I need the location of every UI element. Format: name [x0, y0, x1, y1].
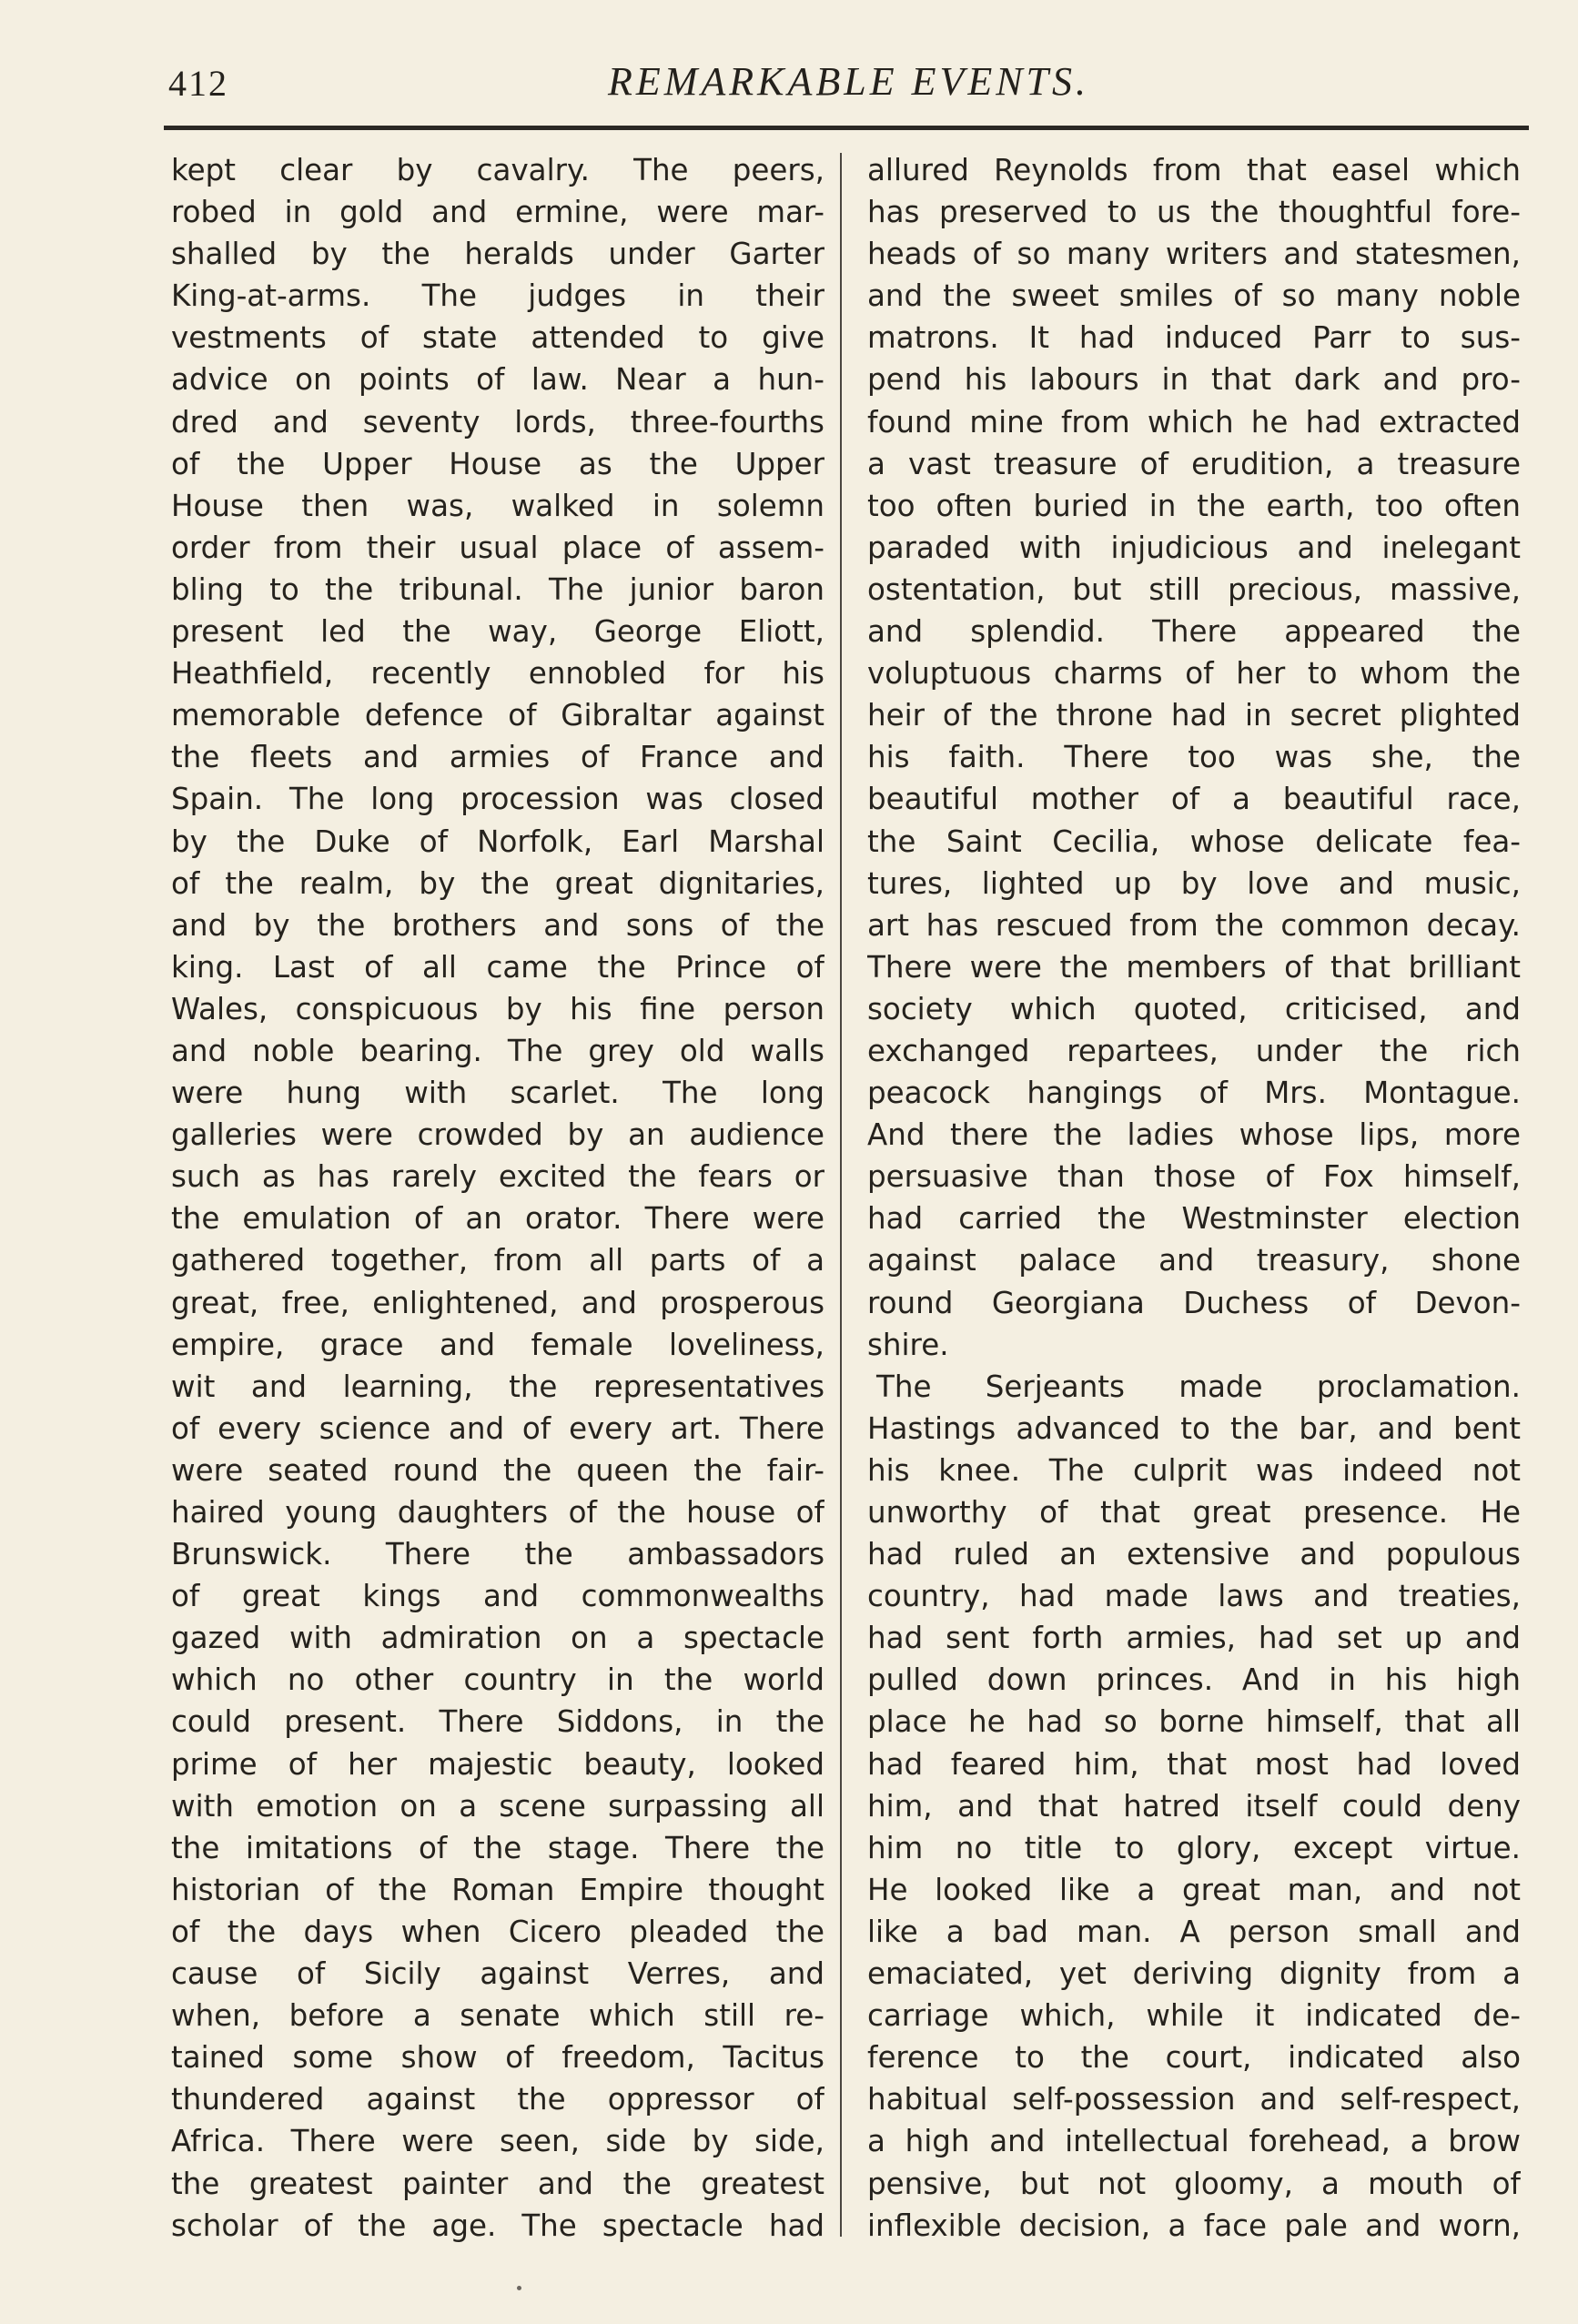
text-line: of the days when Cicero pleaded the: [171, 1914, 824, 1949]
text-line: haired young daughters of the house of: [171, 1495, 824, 1530]
text-line: King-at-arms. The judges in their: [171, 278, 824, 314]
text-line: round Georgiana Duchess of Devon-: [867, 1285, 1521, 1320]
text-line: heir of the throne had in secret plighted: [867, 698, 1521, 733]
text-line: country, had made laws and treaties,: [867, 1579, 1521, 1614]
page-number: 412: [168, 63, 228, 104]
text-line: historian of the Roman Empire thought: [171, 1872, 824, 1907]
text-line: present led the way, George Eliott,: [171, 614, 824, 650]
text-line: had ruled an extensive and populous: [867, 1537, 1521, 1572]
text-line: inflexible decision, a face pale and worn,: [867, 2208, 1521, 2243]
text-line: The Serjeants made proclamation.: [876, 1369, 1521, 1404]
text-line: vestments of state attended to give: [171, 320, 824, 356]
text-line: beautiful mother of a beautiful race,: [867, 782, 1521, 817]
text-line: him no title to glory, except virtue.: [867, 1830, 1521, 1865]
text-line: the imitations of the stage. There the: [171, 1830, 824, 1865]
text-line: with emotion on a scene surpassing all: [171, 1788, 824, 1824]
header-rule: [164, 126, 1529, 130]
text-line: habitual self-possession and self-respect,: [867, 2082, 1521, 2117]
text-line: too often buried in the earth, too often: [867, 488, 1521, 523]
text-line: voluptuous charms of her to whom the: [867, 656, 1521, 692]
text-line: tures, lighted up by love and music,: [867, 865, 1521, 901]
text-line: great, free, enlightened, and prosperous: [171, 1285, 824, 1320]
text-line: He looked like a great man, and not: [867, 1872, 1521, 1907]
text-line: of the Upper House as the Upper: [171, 446, 824, 481]
text-line: House then was, walked in solemn: [171, 488, 824, 523]
text-line: gathered together, from all parts of a: [171, 1243, 824, 1278]
text-line: and splendid. There appeared the: [867, 614, 1521, 650]
text-line: Hastings advanced to the bar, and bent: [867, 1410, 1521, 1446]
text-line: cause of Sicily against Verres, and: [171, 1956, 824, 1992]
text-line: a high and intellectual forehead, a brow: [867, 2124, 1521, 2159]
text-line: paraded with injudicious and inelegant: [867, 530, 1521, 565]
text-line: galleries were crowded by an audience: [171, 1117, 824, 1153]
text-line: of every science and of every art. There: [171, 1410, 824, 1446]
text-line: thundered against the oppressor of: [171, 2082, 824, 2117]
text-line: like a bad man. A person small and: [867, 1914, 1521, 1949]
column-divider: [840, 153, 842, 2237]
text-line: by the Duke of Norfolk, Earl Marshal: [171, 824, 824, 859]
text-line: robed in gold and ermine, were mar-: [171, 195, 824, 230]
text-line: advice on points of law. Near a hun-: [171, 362, 824, 398]
right-column: [867, 149, 1521, 2247]
text-line: were hung with scarlet. The long: [171, 1076, 824, 1111]
text-line: wit and learning, the representatives: [171, 1369, 824, 1404]
text-line: art has rescued from the common decay.: [867, 907, 1521, 943]
text-line: place he had so borne himself, that all: [867, 1704, 1521, 1740]
text-line: the Saint Cecilia, whose delicate fea-: [867, 824, 1521, 859]
text-line: Spain. The long procession was closed: [171, 782, 824, 817]
text-line: prime of her majestic beauty, looked: [171, 1746, 824, 1782]
text-line: gazed with admiration on a spectacle: [171, 1621, 824, 1656]
text-line: his knee. The culprit was indeed not: [867, 1452, 1521, 1488]
text-line: bling to the tribunal. The junior baron: [171, 571, 824, 607]
text-line: and by the brothers and sons of the: [171, 907, 824, 943]
text-line: had carried the Westminster election: [867, 1201, 1521, 1237]
text-line: and noble bearing. The grey old walls: [171, 1033, 824, 1068]
text-line: pulled down princes. And in his high: [867, 1662, 1521, 1698]
text-line: exchanged repartees, under the rich: [867, 1033, 1521, 1068]
left-column: [171, 149, 824, 2247]
text-line: which no other country in the world: [171, 1662, 824, 1698]
text-line: shalled by the heralds under Garter: [171, 237, 824, 272]
text-line: Heathfield, recently ennobled for his: [171, 656, 824, 692]
text-line: such as has rarely excited the fears or: [171, 1159, 824, 1195]
text-line: There were the members of that brilliant: [867, 949, 1521, 985]
text-line: kept clear by cavalry. The peers,: [171, 153, 824, 187]
text-line: society which quoted, criticised, and: [867, 991, 1521, 1026]
text-line: peacock hangings of Mrs. Montague.: [867, 1076, 1521, 1111]
text-line: allured Reynolds from that easel which: [867, 153, 1521, 187]
text-line: when, before a senate which still re-: [171, 1998, 824, 2034]
footer-mark: [517, 2286, 521, 2290]
text-line: carriage which, while it indicated de-: [867, 1998, 1521, 2034]
running-title: REMARKABLE EVENTS.: [607, 59, 1090, 104]
text-line: the emulation of an orator. There were: [171, 1201, 824, 1237]
text-line: pend his labours in that dark and pro-: [867, 362, 1521, 398]
text-line: a vast treasure of erudition, a treasure: [867, 446, 1521, 481]
text-line: could present. There Siddons, in the: [171, 1704, 824, 1740]
text-line: tained some show of freedom, Tacitus: [171, 2040, 824, 2076]
text-line: him, and that hatred itself could deny: [867, 1788, 1521, 1824]
text-line: king. Last of all came the Prince of: [171, 949, 824, 985]
text-line: were seated round the queen the fair-: [171, 1452, 824, 1488]
text-line: dred and seventy lords, three-fourths: [171, 404, 824, 440]
text-line: emaciated, yet deriving dignity from a: [867, 1956, 1521, 1992]
text-line: had sent forth armies, had set up and: [867, 1621, 1521, 1656]
text-line: the greatest painter and the greatest: [171, 2166, 824, 2201]
text-line: Africa. There were seen, side by side,: [171, 2124, 824, 2159]
text-line: pensive, but not gloomy, a mouth of: [867, 2166, 1521, 2201]
text-line: matrons. It had induced Parr to sus-: [867, 320, 1521, 356]
text-line: Brunswick. There the ambassadors: [171, 1537, 824, 1572]
text-line: against palace and treasury, shone: [867, 1243, 1521, 1278]
text-line: had feared him, that most had loved: [867, 1746, 1521, 1782]
text-line: And there the ladies whose lips, more: [867, 1117, 1521, 1153]
text-line: order from their usual place of assem-: [171, 530, 824, 565]
text-line: found mine from which he had extracted: [867, 404, 1521, 440]
text-line: the fleets and armies of France and: [171, 740, 824, 775]
text-line: memorable defence of Gibraltar against: [171, 698, 824, 733]
page-header: [168, 55, 1529, 118]
text-line: of great kings and commonwealths: [171, 1579, 824, 1614]
text-line: heads of so many writers and statesmen,: [867, 237, 1521, 272]
text-line: Wales, conspicuous by his fine person: [171, 991, 824, 1026]
text-line: persuasive than those of Fox himself,: [867, 1159, 1521, 1195]
text-line: of the realm, by the great dignitaries,: [171, 865, 824, 901]
text-line: has preserved to us the thoughtful fore-: [867, 195, 1521, 230]
text-line: empire, grace and female loveliness,: [171, 1327, 824, 1362]
text-line: his faith. There too was she, the: [867, 740, 1521, 775]
text-line: unworthy of that great presence. He: [867, 1495, 1521, 1530]
text-line: shire.: [867, 1327, 949, 1362]
text-line: ostentation, but still precious, massive,: [867, 571, 1521, 607]
text-line: scholar of the age. The spectacle had: [171, 2208, 824, 2243]
text-line: ference to the court, indicated also: [867, 2040, 1521, 2076]
text-line: and the sweet smiles of so many noble: [867, 278, 1521, 314]
